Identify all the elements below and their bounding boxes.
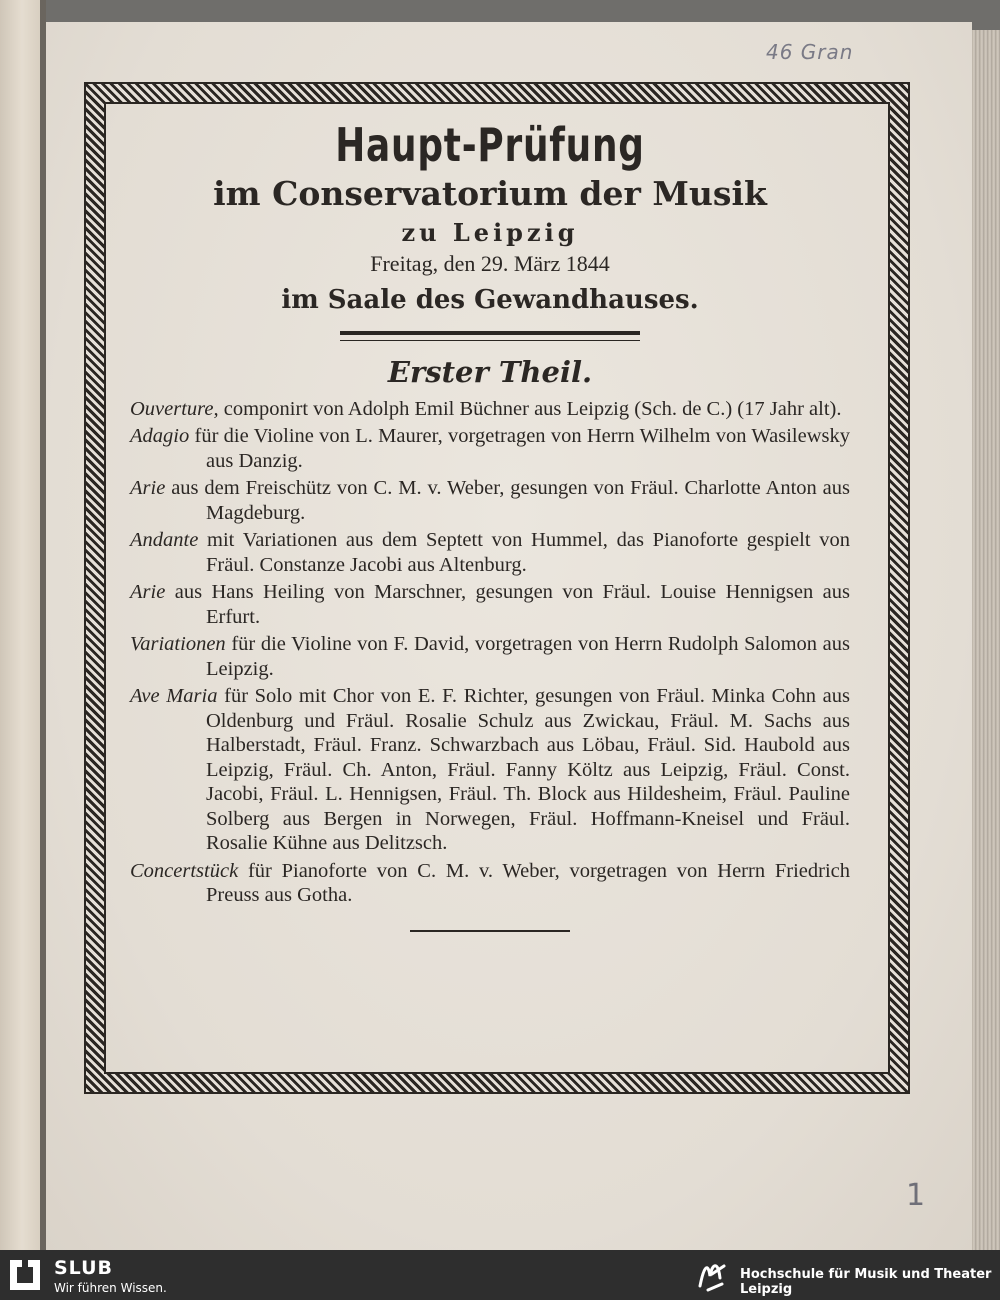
hmt-logo-icon[interactable]: [694, 1256, 732, 1294]
city-line: zu Leipzig: [401, 217, 579, 247]
footer-bar: [0, 1250, 1000, 1300]
pencil-annotation: 46 Gran: [766, 40, 854, 64]
slub-name[interactable]: SLUB: [54, 1257, 114, 1279]
page-title: Haupt-Prüfung: [335, 118, 645, 172]
adjacent-page-strip: [0, 0, 40, 1250]
program-item: [130, 397, 850, 422]
venue-line: im Saale des Gewandhauses.: [281, 284, 699, 315]
program-item: [130, 476, 850, 525]
work-title: Andante: [130, 529, 199, 552]
program-item: [130, 859, 850, 908]
end-rule: [410, 930, 570, 932]
work-title: Arie: [130, 581, 166, 604]
section-heading: Erster Theil.: [387, 354, 593, 389]
work-title: Variationen: [130, 633, 226, 656]
work-details: für die Violine von F. David, vorgetragen von Herrn Rudolph Salomon aus Leipzig.: [206, 633, 850, 680]
divider-rule: [340, 331, 640, 341]
date-line: Freitag, den 29. März 1844: [370, 250, 610, 276]
work-title: Arie: [130, 477, 166, 500]
work-title: Ave Maria: [130, 685, 218, 708]
work-title: Adagio: [130, 425, 190, 448]
work-details: aus dem Freischütz von C. M. v. Weber, gesungen von Fräul. Charlotte Anton aus Magdeburg.: [165, 477, 850, 524]
slub-logo-icon[interactable]: [10, 1260, 40, 1290]
slub-tagline: Wir führen Wissen.: [54, 1281, 167, 1295]
work-details: für die Violine von L. Maurer, vorgetragen von Herrn Wilhelm von Wasilewsky aus Danzig.: [189, 425, 850, 472]
work-details: für Pianoforte von C. M. v. Weber, vorgetragen von Herrn Friedrich Preuss aus Gotha.: [206, 859, 850, 907]
program-item: [130, 684, 850, 856]
work-title: Concertstück: [130, 859, 239, 882]
hmt-name[interactable]: Hochschule für Musik und Theater Leipzig: [740, 1267, 992, 1297]
work-title: Ouverture,: [130, 397, 219, 420]
work-details: aus Hans Heiling von Marschner, gesungen von Fräul. Louise Hennigsen aus Erfurt.: [165, 581, 850, 628]
program-item: [130, 632, 850, 681]
folio-number: 1: [906, 1178, 926, 1213]
program-item: [130, 528, 850, 577]
program-item: [130, 424, 850, 473]
institution-subtitle: im Conservatorium der Musik: [213, 173, 767, 213]
work-details: componirt von Adolph Emil Büchner aus Leipzig (Sch. de C.) (17 Jahr alt).: [218, 397, 842, 420]
program-item: [130, 580, 850, 629]
program-list: [130, 397, 850, 908]
page-stack-edge: [972, 30, 1000, 1250]
work-details: mit Variationen aus dem Septett von Hummel, das Pianoforte gespielt von Fräul. Constanze Jacobi aus Altenburg.: [198, 529, 850, 576]
work-details: für Solo mit Chor von E. F. Richter, gesungen von Fräul. Minka Cohn aus Oldenburg und Fräul. Rosalie Schulz aus Zwickau, Fräul. M. Sachs aus Halberstadt, Fräul. Franz. Schwarzbach aus Löbau, Fräul. Sid. Haubold aus Leipzig, Fräul. Ch. Anton, Fräul. Fanny Költz aus Leipzig, Fräul. Const. Jacobi, Fräul. L. Hennigsen, Fräul. Th. Block aus Hildesheim, Fräul. Pauline Solberg aus Bergen in Norwegen, Fräul. Hoffmann-Kneisel und Fräul. Rosalie Kühne aus Delitzsch.: [206, 685, 851, 855]
program-content: [130, 120, 850, 932]
